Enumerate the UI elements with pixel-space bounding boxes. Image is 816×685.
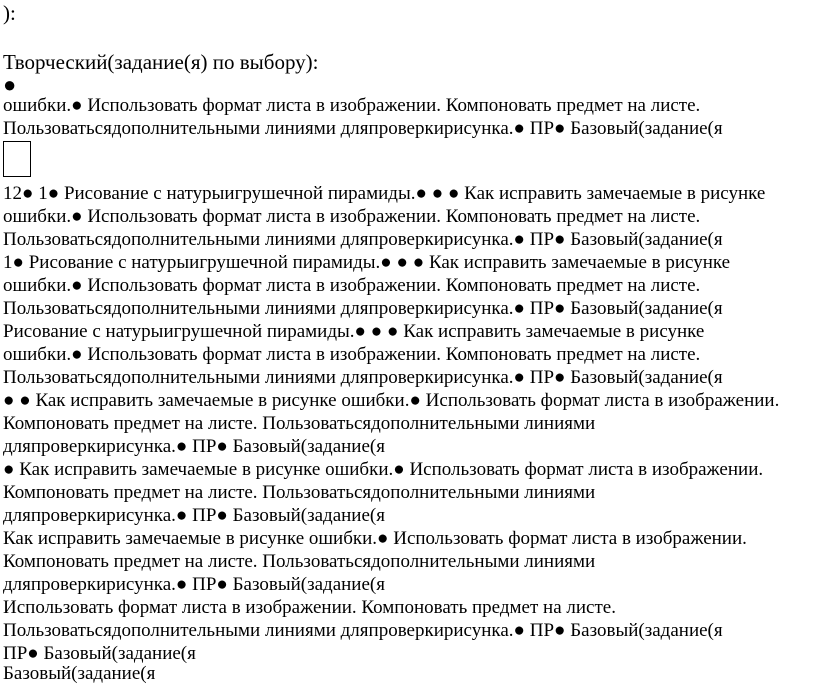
heading-creative-task: Творческий(задание(я) по выбору): <box>3 50 319 74</box>
text-line-26: Базовый(задание(я <box>3 663 156 684</box>
text-line-14: ● ● Как исправить замечаемые в рисунке ошибки.● Использовать формат листа в изображении. <box>3 390 780 411</box>
text-line-9: ошибки.● Использовать формат листа в изображении. Компоновать предмет на листе. <box>3 275 701 296</box>
text-line-4: Пользоватьсядополнительными линиями дляпроверкирисунка.● ПР● Базовый(задание(я <box>3 118 723 139</box>
text-line-3: ошибки.● Использовать формат листа в изображении. Компоновать предмет на листе. <box>3 95 701 116</box>
text-line-6: ошибки.● Использовать формат листа в изображении. Компоновать предмет на листе. <box>3 206 701 227</box>
text-line-23: Использовать формат листа в изображении. Компоновать предмет на листе. <box>3 597 616 618</box>
text-line-15: Компоновать предмет на листе. Пользоватьсядополнительными линиями <box>3 413 596 434</box>
text-line-11: Рисование с натурыигрушечной пирамиды.● ● ● Как исправить замечаемые в рисунке <box>3 321 705 342</box>
text-line-20: Как исправить замечаемые в рисунке ошибки.● Использовать формат листа в изображении. <box>3 528 747 549</box>
text-line-5: 12● 1● Рисование с натурыигрушечной пирамиды.● ● ● Как исправить замечаемые в рисунке <box>3 183 766 204</box>
text-line-25: ПР● Базовый(задание(я <box>3 643 196 664</box>
text-line-22: дляпроверкирисунка.● ПР● Базовый(задание(я <box>3 574 385 595</box>
bullet-mark: ● <box>3 72 17 97</box>
text-line-10: Пользоватьсядополнительными линиями дляпроверкирисунка.● ПР● Базовый(задание(я <box>3 298 723 319</box>
text-line-7: Пользоватьсядополнительными линиями дляпроверкирисунка.● ПР● Базовый(задание(я <box>3 229 723 250</box>
text-line-19: дляпроверкирисунка.● ПР● Базовый(задание(я <box>3 505 385 526</box>
text-line-12: ошибки.● Использовать формат листа в изображении. Компоновать предмет на листе. <box>3 344 701 365</box>
text-line-13: Пользоватьсядополнительными линиями дляпроверкирисунка.● ПР● Базовый(задание(я <box>3 367 723 388</box>
text-line-8: 1● Рисование с натурыигрушечной пирамиды.● ● ● Как исправить замечаемые в рисунке <box>3 252 731 273</box>
empty-box <box>3 141 31 177</box>
text-line-1: ): <box>3 1 16 25</box>
text-line-18: Компоновать предмет на листе. Пользоватьсядополнительными линиями <box>3 482 596 503</box>
text-line-24: Пользоватьсядополнительными линиями дляпроверкирисунка.● ПР● Базовый(задание(я <box>3 620 723 641</box>
text-line-17: ● Как исправить замечаемые в рисунке ошибки.● Использовать формат листа в изображении. <box>3 459 764 480</box>
text-line-16: дляпроверкирисунка.● ПР● Базовый(задание(я <box>3 436 385 457</box>
text-line-21: Компоновать предмет на листе. Пользоватьсядополнительными линиями <box>3 551 596 572</box>
